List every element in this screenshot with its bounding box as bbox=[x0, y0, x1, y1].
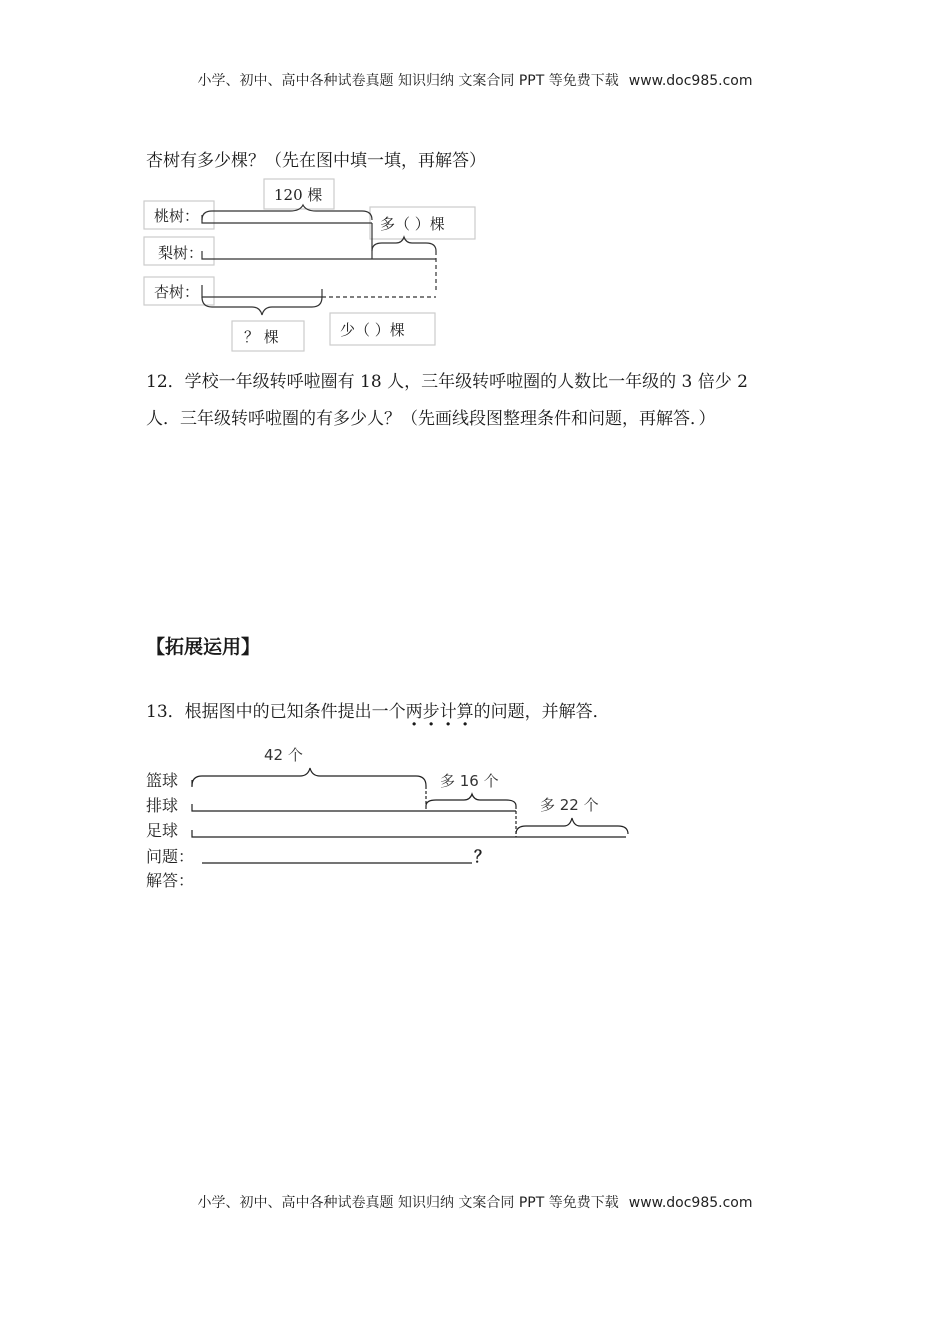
q13-more2-label: 多 22 个 bbox=[540, 796, 599, 814]
q11-brace-question bbox=[202, 297, 322, 315]
q13-question-mark: ？ bbox=[474, 847, 491, 866]
q13-top-label: 42 个 bbox=[264, 746, 303, 764]
q13-brace-more1 bbox=[426, 794, 516, 806]
footer-url[interactable]: www.doc985.com bbox=[628, 1195, 753, 1211]
section-title: 【拓展运用】 bbox=[146, 636, 261, 658]
q13-prompt-a: 13．根据图中的已知条件提出一个 bbox=[146, 702, 406, 722]
q13-question-label: 问题： bbox=[146, 847, 195, 866]
q13-brace-more2 bbox=[516, 818, 628, 834]
header-text: 小学、初中、高中各种试卷真题 知识归纳 文案合同 PPT 等免费下载 bbox=[197, 73, 619, 89]
header-url[interactable]: www.doc985.com bbox=[628, 73, 753, 89]
q11-more-label: 多（ ）棵 bbox=[380, 215, 445, 233]
q11-label-taoshu: 桃树： bbox=[154, 207, 200, 225]
q11-brace-top bbox=[202, 205, 372, 220]
q13-label-zuqiu: 足球 bbox=[146, 821, 179, 840]
q13-label-paiqiu: 排球 bbox=[146, 796, 179, 815]
q13-emph-0: 两 bbox=[405, 702, 423, 722]
q12-line1: 12．学校一年级转呼啦圈有 18 人，三年级转呼啦圈的人数比一年级的 3 倍少 2 bbox=[146, 372, 748, 392]
page-header bbox=[0, 70, 950, 90]
q11-line-taoshu bbox=[202, 215, 372, 223]
q13-emph-2: 计 bbox=[439, 702, 457, 722]
q13-line-zuqiu bbox=[192, 830, 626, 837]
q11-less-label: 少（ ）棵 bbox=[340, 321, 405, 339]
q13-brace-top bbox=[192, 768, 426, 786]
q13-prompt bbox=[146, 697, 610, 722]
q11-top-label: 120 棵 bbox=[274, 186, 323, 204]
q13-answer-label: 解答： bbox=[146, 871, 195, 890]
q11-label-lishu: 梨树： bbox=[158, 244, 204, 262]
q13-diagram bbox=[140, 740, 640, 890]
footer-text: 小学、初中、高中各种试卷真题 知识归纳 文案合同 PPT 等免费下载 bbox=[197, 1195, 619, 1211]
q11-prompt: 杏树有多少棵？（先在图中填一填，再解答） bbox=[146, 151, 486, 171]
q13-more1-label: 多 16 个 bbox=[440, 772, 499, 790]
page-footer bbox=[0, 1192, 950, 1212]
q12-line2: 人．三年级转呼啦圈的有多少人？（先画线段图整理条件和问题，再解答．） bbox=[146, 409, 716, 429]
q11-diagram bbox=[140, 175, 485, 355]
q11-line-xingshu bbox=[202, 285, 322, 297]
q11-question-label: ？ 棵 bbox=[244, 328, 279, 346]
q13-emph-3: 算 bbox=[456, 702, 474, 722]
q13-label-lanqiu: 篮球 bbox=[146, 771, 179, 790]
q11-label-xingshu: 杏树： bbox=[154, 283, 200, 301]
q13-emph-1: 步 bbox=[422, 702, 440, 722]
q13-prompt-b: 的问题，并解答． bbox=[473, 702, 610, 722]
q13-line-paiqiu bbox=[192, 804, 516, 811]
